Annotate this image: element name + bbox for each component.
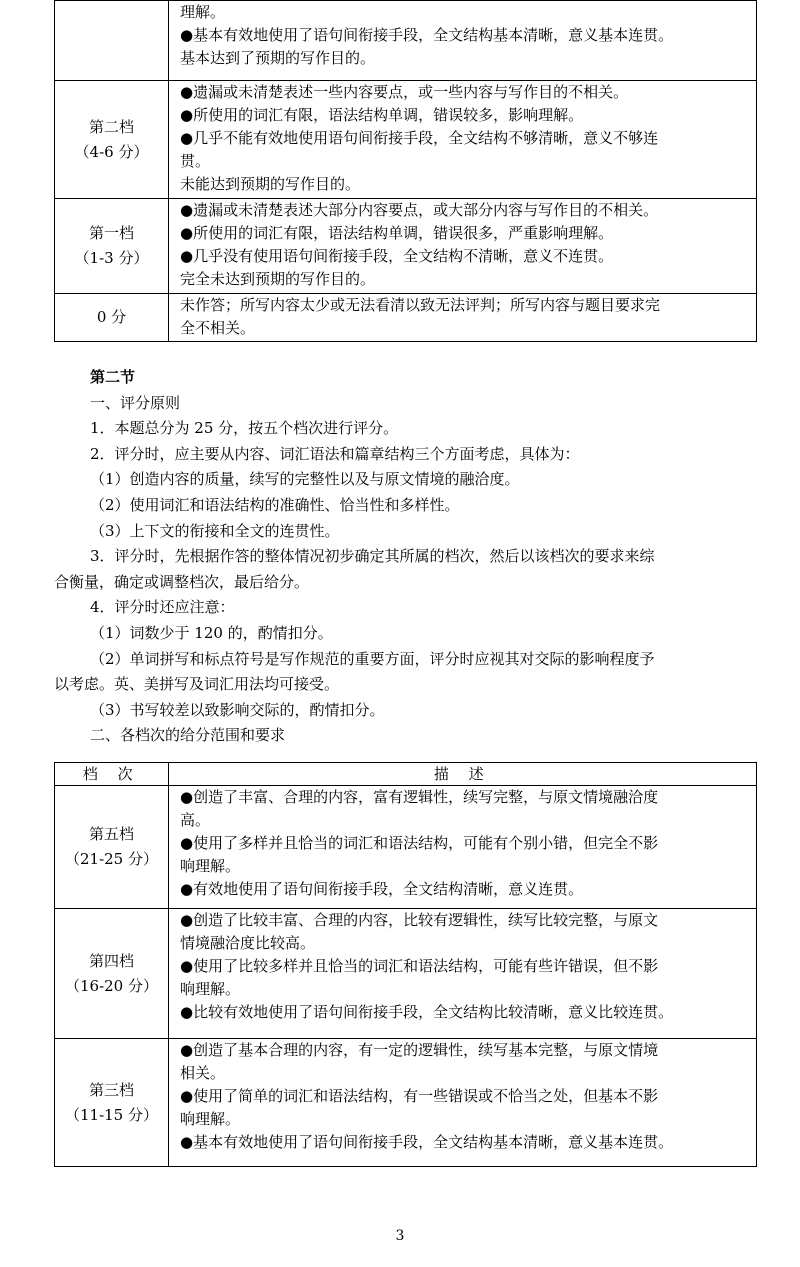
level-cell (55, 199, 169, 294)
level-cell-continued (55, 1, 169, 81)
scoring-table-continued (54, 0, 757, 342)
level-name: 第五档 (88, 825, 134, 843)
paragraph: 2．评分时，应主要从内容、词汇语法和篇章结构三个方面考虑，具体为： (90, 444, 580, 463)
description-line: 响理解。 (180, 1110, 241, 1128)
level-description (169, 786, 757, 909)
level-name: 第三档 (88, 1080, 134, 1099)
paragraph-continuation: 以考虑。英、美拼写及词汇用法均可接受。 (54, 675, 340, 694)
header-description: 描 述 (169, 763, 757, 786)
description-line: 响理解。 (180, 980, 241, 998)
level-range: （11-15 分） (64, 1105, 158, 1124)
description-line: 情境融洽度比较高。 (180, 934, 316, 952)
section-two (54, 365, 756, 749)
paragraph: （1）词数少于 120 的，酌情扣分。 (90, 623, 333, 642)
levels-table (54, 762, 757, 1167)
description-line: ●所使用的词汇有限，语法结构单调，错误较多，影响理解。 (180, 106, 584, 124)
paragraph: （2）单词拼写和标点符号是写作规范的重要方面，评分时应视其对交际的影响程度予 (90, 649, 655, 668)
description-line: 全不相关。 (180, 319, 256, 337)
level-name: 第四档 (88, 951, 134, 970)
level-range: （21-25 分） (64, 850, 158, 868)
description-line: 贯。 (180, 152, 211, 170)
paragraph: 1．本题总分为 25 分，按五个档次进行评分。 (90, 419, 399, 438)
level-cell (55, 81, 169, 199)
description-line: ●基本有效地使用了语句间衔接手段，全文结构基本清晰，意义基本连贯。 (180, 26, 674, 44)
level-name: 第二档 (88, 117, 134, 136)
description-line: ●几乎没有使用语句间衔接手段，全文结构不清晰，意义不连贯。 (180, 247, 614, 265)
description-line: ●创造了丰富、合理的内容，富有逻辑性，续写完整，与原文情境融洽度 (180, 788, 659, 806)
description-line: ●有效地使用了语句间衔接手段，全文结构清晰，意义连贯。 (180, 880, 584, 898)
description-line: ●基本有效地使用了语句间衔接手段，全文结构基本清晰，意义基本连贯。 (180, 1133, 674, 1151)
table-row (55, 1, 757, 81)
description-line: 高。 (180, 811, 211, 829)
paragraph: （1）创造内容的质量，续写的完整性以及与原文情境的融洽度。 (90, 470, 520, 489)
section-title: 第二节 (90, 368, 136, 386)
description-line: ●遗漏或未清楚表述一些内容要点，或一些内容与写作目的不相关。 (180, 83, 629, 101)
table-row (55, 199, 757, 294)
paragraph: （2）使用词汇和语法结构的准确性、恰当性和多样性。 (90, 495, 460, 514)
level-description (169, 81, 757, 199)
level-description (169, 1039, 757, 1167)
description-line: ●几乎不能有效地使用语句间衔接手段，全文结构不够清晰，意义不够连 (180, 129, 659, 147)
table-row (55, 786, 757, 909)
level-cell (55, 1039, 169, 1167)
description-line: ●比较有效地使用了语句间衔接手段，全文结构比较清晰，意义比较连贯。 (180, 1003, 674, 1021)
paragraph: （3）书写较差以致影响交际的，酌情扣分。 (90, 700, 385, 719)
description-line: 基本达到了预期的写作目的。 (180, 49, 376, 67)
principles-heading: 一、评分原则 (90, 393, 181, 412)
page-number: 3 (395, 1228, 405, 1244)
description-line: 完全未达到预期的写作目的。 (180, 270, 376, 288)
paragraph: 3．评分时，先根据作答的整体情况初步确定其所属的档次，然后以该档次的要求来综 (90, 547, 655, 566)
paragraph: （3）上下文的衔接和全文的连贯性。 (90, 521, 340, 540)
level-name: 第一档 (88, 224, 134, 242)
level-range: （4-6 分） (74, 142, 149, 161)
levels-heading: 二、各档次的给分范围和要求 (90, 726, 286, 745)
level-description (169, 199, 757, 294)
description-line: 响理解。 (180, 857, 241, 875)
table-header-row (55, 763, 757, 786)
description-line: 相关。 (180, 1064, 226, 1082)
level-description (169, 1, 757, 81)
level-range: （16-20 分） (64, 976, 158, 995)
paragraph-continuation: 合衡量，确定或调整档次，最后给分。 (54, 572, 310, 591)
description-line: 未能达到预期的写作目的。 (180, 175, 361, 193)
level-description (169, 909, 757, 1039)
level-cell (55, 909, 169, 1039)
description-line: 理解。 (180, 3, 226, 21)
description-line: ●创造了基本合理的内容，有一定的逻辑性，续写基本完整，与原文情境 (180, 1041, 659, 1059)
level-cell (55, 294, 169, 342)
paragraph: 4．评分时还应注意： (90, 598, 235, 617)
table-row (55, 294, 757, 342)
description-line: ●遗漏或未清楚表述大部分内容要点，或大部分内容与写作目的不相关。 (180, 201, 659, 219)
level-description (169, 294, 757, 342)
description-line: ●使用了简单的词汇和语法结构，有一些错误或不恰当之处，但基本不影 (180, 1087, 659, 1105)
level-name: 0 分 (96, 308, 127, 326)
description-line: 未作答；所写内容太少或无法看清以致无法评判；所写内容与题目要求完 (180, 296, 661, 314)
level-range: （1-3 分） (74, 249, 149, 267)
description-line: ●所使用的词汇有限，语法结构单调，错误很多，严重影响理解。 (180, 224, 614, 242)
table-row (55, 1039, 757, 1167)
header-level: 档 次 (55, 763, 169, 786)
description-line: ●使用了比较多样并且恰当的词汇和语法结构，可能有些许错误，但不影 (180, 957, 659, 975)
description-line: ●使用了多样并且恰当的词汇和语法结构，可能有个别小错，但完全不影 (180, 834, 659, 852)
table-row (55, 81, 757, 199)
level-cell (55, 786, 169, 909)
description-line: ●创造了比较丰富、合理的内容，比较有逻辑性，续写比较完整，与原文 (180, 911, 659, 929)
table-row (55, 909, 757, 1039)
